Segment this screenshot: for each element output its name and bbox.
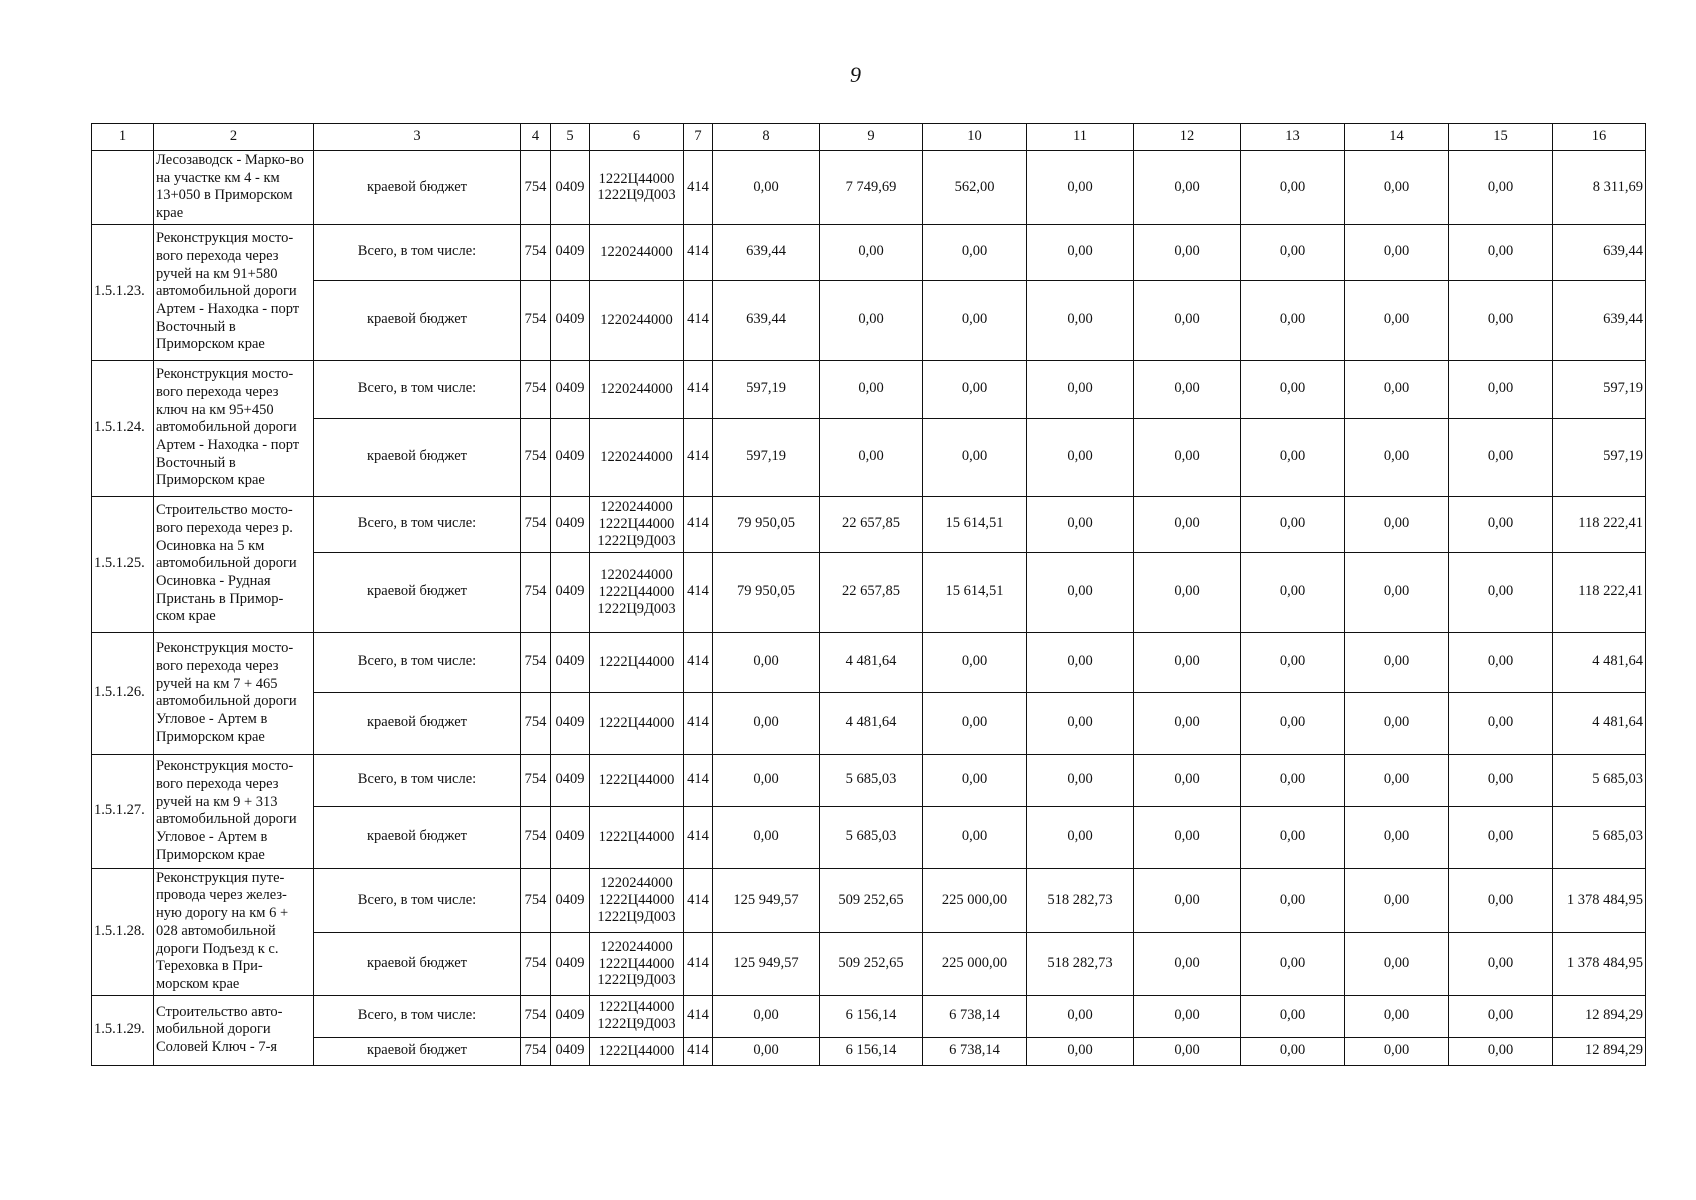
amount-cell: 0,00 bbox=[1134, 151, 1241, 225]
table-body bbox=[92, 124, 1646, 1066]
amount-cell: 0,00 bbox=[1345, 496, 1449, 552]
amount-cell: 0,00 bbox=[1241, 868, 1345, 932]
table-row bbox=[92, 806, 1646, 868]
amount-cell: 0,00 bbox=[1134, 496, 1241, 552]
column-header: 6 bbox=[590, 124, 684, 151]
amount-cell: 5 685,03 bbox=[1553, 754, 1646, 806]
table-row bbox=[92, 632, 1646, 692]
target-article-code: 1220244000 bbox=[600, 499, 673, 516]
amount-cell: 1 378 484,95 bbox=[1553, 868, 1646, 932]
amount-cell: 0,00 bbox=[1027, 151, 1134, 225]
target-article-code: 1222Ц44000 bbox=[598, 515, 675, 532]
column-7-value: 414 bbox=[684, 1037, 713, 1065]
target-article-code: 1220244000 bbox=[600, 448, 673, 465]
column-7-value: 414 bbox=[684, 868, 713, 932]
amount-cell: 0,00 bbox=[1345, 933, 1449, 995]
amount-cell: 0,00 bbox=[1449, 224, 1553, 280]
amount-cell: 0,00 bbox=[1449, 360, 1553, 418]
funding-source: Всего, в том числе: bbox=[314, 754, 521, 806]
column-header: 13 bbox=[1241, 124, 1345, 151]
item-name: Строительство авто-мобильной дороги Соловей Ключ - 7-я bbox=[154, 995, 314, 1065]
amount-cell: 0,00 bbox=[1449, 151, 1553, 225]
funding-source: Всего, в том числе: bbox=[314, 632, 521, 692]
table-row bbox=[92, 280, 1646, 360]
amount-cell: 6 156,14 bbox=[820, 1037, 923, 1065]
column-5-value: 0409 bbox=[551, 995, 590, 1037]
column-4-value: 754 bbox=[521, 280, 551, 360]
column-7-value: 414 bbox=[684, 496, 713, 552]
column-7-value: 414 bbox=[684, 933, 713, 995]
column-header: 11 bbox=[1027, 124, 1134, 151]
amount-cell: 5 685,03 bbox=[820, 754, 923, 806]
target-article-code: 1222Ц44000 bbox=[598, 892, 675, 909]
column-5-value: 0409 bbox=[551, 806, 590, 868]
amount-cell: 639,44 bbox=[1553, 280, 1646, 360]
amount-cell: 0,00 bbox=[1345, 552, 1449, 632]
column-5-value: 0409 bbox=[551, 360, 590, 418]
funding-source: краевой бюджет bbox=[314, 418, 521, 496]
column-4-value: 754 bbox=[521, 933, 551, 995]
amount-cell: 0,00 bbox=[923, 692, 1027, 754]
amount-cell: 1 378 484,95 bbox=[1553, 933, 1646, 995]
target-article-code: 1222Ц44000 bbox=[598, 771, 675, 788]
amount-cell: 0,00 bbox=[1134, 280, 1241, 360]
column-header: 7 bbox=[684, 124, 713, 151]
column-4-value: 754 bbox=[521, 418, 551, 496]
amount-cell: 0,00 bbox=[1345, 1037, 1449, 1065]
amount-cell: 0,00 bbox=[1134, 995, 1241, 1037]
column-7-value: 414 bbox=[684, 280, 713, 360]
item-name: Реконструкция мосто-вого перехода через ручей на км 9 + 313 автомобильной дороги Угловое - Артем в Приморском крае bbox=[154, 754, 314, 868]
amount-cell: 639,44 bbox=[713, 280, 820, 360]
column-5-value: 0409 bbox=[551, 418, 590, 496]
funding-source: Всего, в том числе: bbox=[314, 868, 521, 932]
funding-source: краевой бюджет bbox=[314, 933, 521, 995]
amount-cell: 0,00 bbox=[1345, 280, 1449, 360]
table-row bbox=[92, 933, 1646, 995]
column-7-value: 414 bbox=[684, 692, 713, 754]
column-7-value: 414 bbox=[684, 224, 713, 280]
amount-cell: 0,00 bbox=[1449, 1037, 1553, 1065]
target-article-code: 1222Ц44000 bbox=[598, 999, 675, 1016]
item-index: 1.5.1.24. bbox=[92, 360, 154, 496]
column-4-value: 754 bbox=[521, 496, 551, 552]
target-article-code: 1222Ц9Д003 bbox=[597, 1016, 676, 1033]
column-header: 9 bbox=[820, 124, 923, 151]
column-5-value: 0409 bbox=[551, 632, 590, 692]
column-5-value: 0409 bbox=[551, 496, 590, 552]
target-article-code: 1222Ц44000 bbox=[598, 583, 675, 600]
table-row bbox=[92, 552, 1646, 632]
amount-cell: 0,00 bbox=[923, 418, 1027, 496]
column-header: 3 bbox=[314, 124, 521, 151]
amount-cell: 0,00 bbox=[1134, 418, 1241, 496]
amount-cell: 597,19 bbox=[1553, 418, 1646, 496]
amount-cell: 0,00 bbox=[1134, 360, 1241, 418]
amount-cell: 0,00 bbox=[1449, 933, 1553, 995]
column-5-value: 0409 bbox=[551, 933, 590, 995]
amount-cell: 0,00 bbox=[713, 692, 820, 754]
target-article-code: 1222Ц44000 bbox=[598, 653, 675, 670]
column-4-value: 754 bbox=[521, 632, 551, 692]
target-article-code: 1222Ц44000 bbox=[598, 714, 675, 731]
amount-cell: 0,00 bbox=[1134, 692, 1241, 754]
item-index: 1.5.1.23. bbox=[92, 224, 154, 360]
column-header: 14 bbox=[1345, 124, 1449, 151]
amount-cell: 79 950,05 bbox=[713, 552, 820, 632]
table-row bbox=[92, 224, 1646, 280]
amount-cell: 0,00 bbox=[1027, 632, 1134, 692]
item-name: Реконструкция мосто-вого перехода через ключ на км 95+450 автомобильной дороги Артем - Находка - порт Восточный в Приморском крае bbox=[154, 360, 314, 496]
amount-cell: 639,44 bbox=[713, 224, 820, 280]
column-4-value: 754 bbox=[521, 1037, 551, 1065]
target-article-code: 1220244000 bbox=[600, 380, 673, 397]
column-7-value: 414 bbox=[684, 754, 713, 806]
amount-cell: 518 282,73 bbox=[1027, 868, 1134, 932]
amount-cell: 0,00 bbox=[1134, 552, 1241, 632]
target-article-code: 1222Ц9Д003 bbox=[597, 600, 676, 617]
amount-cell: 0,00 bbox=[820, 360, 923, 418]
amount-cell: 0,00 bbox=[1027, 418, 1134, 496]
amount-cell: 22 657,85 bbox=[820, 496, 923, 552]
amount-cell: 0,00 bbox=[1027, 360, 1134, 418]
amount-cell: 125 949,57 bbox=[713, 933, 820, 995]
amount-cell: 0,00 bbox=[1449, 692, 1553, 754]
target-article-codes bbox=[590, 552, 684, 632]
target-article-codes bbox=[590, 418, 684, 496]
amount-cell: 0,00 bbox=[1241, 995, 1345, 1037]
amount-cell: 225 000,00 bbox=[923, 868, 1027, 932]
amount-cell: 0,00 bbox=[1027, 496, 1134, 552]
target-article-codes bbox=[590, 995, 684, 1037]
amount-cell: 0,00 bbox=[1134, 632, 1241, 692]
item-index: 1.5.1.26. bbox=[92, 632, 154, 754]
amount-cell: 0,00 bbox=[1241, 552, 1345, 632]
amount-cell: 6 156,14 bbox=[820, 995, 923, 1037]
target-article-codes bbox=[590, 151, 684, 225]
amount-cell: 597,19 bbox=[713, 360, 820, 418]
amount-cell: 0,00 bbox=[1449, 868, 1553, 932]
target-article-code: 1222Ц9Д003 bbox=[597, 972, 676, 989]
column-5-value: 0409 bbox=[551, 868, 590, 932]
funding-source: краевой бюджет bbox=[314, 806, 521, 868]
amount-cell: 0,00 bbox=[1027, 280, 1134, 360]
column-7-value: 414 bbox=[684, 151, 713, 225]
amount-cell: 0,00 bbox=[923, 360, 1027, 418]
amount-cell: 0,00 bbox=[923, 280, 1027, 360]
amount-cell: 597,19 bbox=[713, 418, 820, 496]
target-article-codes bbox=[590, 360, 684, 418]
amount-cell: 0,00 bbox=[1134, 933, 1241, 995]
column-header: 8 bbox=[713, 124, 820, 151]
amount-cell: 0,00 bbox=[713, 806, 820, 868]
column-header: 4 bbox=[521, 124, 551, 151]
item-index: 1.5.1.25. bbox=[92, 496, 154, 632]
column-7-value: 414 bbox=[684, 360, 713, 418]
amount-cell: 118 222,41 bbox=[1553, 496, 1646, 552]
amount-cell: 0,00 bbox=[1449, 632, 1553, 692]
amount-cell: 0,00 bbox=[1449, 280, 1553, 360]
budget-table bbox=[91, 123, 1646, 1066]
amount-cell: 0,00 bbox=[1134, 754, 1241, 806]
page-number: 9 bbox=[850, 62, 861, 87]
column-4-value: 754 bbox=[521, 692, 551, 754]
target-article-codes bbox=[590, 632, 684, 692]
amount-cell: 0,00 bbox=[1027, 224, 1134, 280]
target-article-code: 1222Ц44000 bbox=[598, 955, 675, 972]
column-header: 2 bbox=[154, 124, 314, 151]
amount-cell: 0,00 bbox=[1241, 224, 1345, 280]
amount-cell: 15 614,51 bbox=[923, 496, 1027, 552]
amount-cell: 12 894,29 bbox=[1553, 995, 1646, 1037]
column-header: 10 bbox=[923, 124, 1027, 151]
column-4-value: 754 bbox=[521, 360, 551, 418]
item-name: Строительство мосто-вого перехода через р. Осиновка на 5 км автомобильной дороги Осиновка - Рудная Пристань в Примор-ском крае bbox=[154, 496, 314, 632]
target-article-code: 1222Ц9Д003 bbox=[597, 187, 676, 204]
amount-cell: 8 311,69 bbox=[1553, 151, 1646, 225]
amount-cell: 0,00 bbox=[1027, 995, 1134, 1037]
amount-cell: 6 738,14 bbox=[923, 995, 1027, 1037]
amount-cell: 0,00 bbox=[1449, 496, 1553, 552]
amount-cell: 0,00 bbox=[923, 224, 1027, 280]
column-7-value: 414 bbox=[684, 418, 713, 496]
amount-cell: 0,00 bbox=[1345, 418, 1449, 496]
item-index: 1.5.1.29. bbox=[92, 995, 154, 1065]
amount-cell: 597,19 bbox=[1553, 360, 1646, 418]
amount-cell: 0,00 bbox=[1345, 692, 1449, 754]
amount-cell: 225 000,00 bbox=[923, 933, 1027, 995]
amount-cell: 5 685,03 bbox=[820, 806, 923, 868]
target-article-codes bbox=[590, 280, 684, 360]
amount-cell: 0,00 bbox=[1027, 806, 1134, 868]
amount-cell: 0,00 bbox=[1241, 280, 1345, 360]
funding-source: краевой бюджет bbox=[314, 280, 521, 360]
amount-cell: 0,00 bbox=[923, 806, 1027, 868]
target-article-code: 1220244000 bbox=[600, 311, 673, 328]
target-article-codes bbox=[590, 868, 684, 932]
target-article-code: 1220244000 bbox=[600, 938, 673, 955]
amount-cell: 0,00 bbox=[820, 224, 923, 280]
amount-cell: 0,00 bbox=[1345, 995, 1449, 1037]
amount-cell: 0,00 bbox=[1241, 933, 1345, 995]
target-article-codes bbox=[590, 1037, 684, 1065]
column-7-value: 414 bbox=[684, 632, 713, 692]
target-article-codes bbox=[590, 754, 684, 806]
amount-cell: 4 481,64 bbox=[1553, 632, 1646, 692]
header-row bbox=[92, 124, 1646, 151]
target-article-code: 1220244000 bbox=[600, 567, 673, 584]
amount-cell: 5 685,03 bbox=[1553, 806, 1646, 868]
funding-source: Всего, в том числе: bbox=[314, 360, 521, 418]
amount-cell: 0,00 bbox=[1345, 754, 1449, 806]
column-4-value: 754 bbox=[521, 224, 551, 280]
column-4-value: 754 bbox=[521, 552, 551, 632]
amount-cell: 0,00 bbox=[1241, 692, 1345, 754]
amount-cell: 0,00 bbox=[1241, 360, 1345, 418]
target-article-codes bbox=[590, 496, 684, 552]
amount-cell: 125 949,57 bbox=[713, 868, 820, 932]
funding-source: краевой бюджет bbox=[314, 1037, 521, 1065]
target-article-codes bbox=[590, 224, 684, 280]
amount-cell: 0,00 bbox=[713, 995, 820, 1037]
item-index: 1.5.1.27. bbox=[92, 754, 154, 868]
amount-cell: 0,00 bbox=[1449, 806, 1553, 868]
amount-cell: 0,00 bbox=[1241, 418, 1345, 496]
item-name: Реконструкция путе-провода через желез-ную дорогу на км 6 + 028 автомобильной дороги Подъезд к с. Тереховка в При-морском крае bbox=[154, 868, 314, 995]
column-4-value: 754 bbox=[521, 806, 551, 868]
amount-cell: 6 738,14 bbox=[923, 1037, 1027, 1065]
amount-cell: 0,00 bbox=[1027, 754, 1134, 806]
column-4-value: 754 bbox=[521, 995, 551, 1037]
amount-cell: 0,00 bbox=[1449, 418, 1553, 496]
item-index: 1.5.1.28. bbox=[92, 868, 154, 995]
funding-source: Всего, в том числе: bbox=[314, 224, 521, 280]
target-article-code: 1222Ц44000 bbox=[598, 170, 675, 187]
amount-cell: 0,00 bbox=[713, 632, 820, 692]
amount-cell: 118 222,41 bbox=[1553, 552, 1646, 632]
amount-cell: 0,00 bbox=[1345, 360, 1449, 418]
amount-cell: 79 950,05 bbox=[713, 496, 820, 552]
amount-cell: 0,00 bbox=[1241, 496, 1345, 552]
amount-cell: 0,00 bbox=[1241, 632, 1345, 692]
table-row bbox=[92, 418, 1646, 496]
column-7-value: 414 bbox=[684, 995, 713, 1037]
amount-cell: 0,00 bbox=[713, 151, 820, 225]
amount-cell: 0,00 bbox=[1027, 692, 1134, 754]
amount-cell: 0,00 bbox=[923, 632, 1027, 692]
amount-cell: 22 657,85 bbox=[820, 552, 923, 632]
amount-cell: 0,00 bbox=[1241, 1037, 1345, 1065]
table-row bbox=[92, 151, 1646, 225]
amount-cell: 15 614,51 bbox=[923, 552, 1027, 632]
target-article-code: 1222Ц9Д003 bbox=[597, 532, 676, 549]
column-header: 16 bbox=[1553, 124, 1646, 151]
amount-cell: 0,00 bbox=[1134, 224, 1241, 280]
table-row bbox=[92, 496, 1646, 552]
amount-cell: 0,00 bbox=[1134, 1037, 1241, 1065]
funding-source: краевой бюджет bbox=[314, 552, 521, 632]
table-row bbox=[92, 692, 1646, 754]
amount-cell: 7 749,69 bbox=[820, 151, 923, 225]
funding-source: краевой бюджет bbox=[314, 692, 521, 754]
item-index bbox=[92, 151, 154, 225]
column-header: 15 bbox=[1449, 124, 1553, 151]
table-row bbox=[92, 868, 1646, 932]
amount-cell: 0,00 bbox=[1449, 995, 1553, 1037]
amount-cell: 0,00 bbox=[1345, 151, 1449, 225]
amount-cell: 0,00 bbox=[1345, 868, 1449, 932]
target-article-code: 1220244000 bbox=[600, 875, 673, 892]
amount-cell: 0,00 bbox=[1345, 632, 1449, 692]
target-article-code: 1222Ц44000 bbox=[598, 1042, 675, 1059]
amount-cell: 509 252,65 bbox=[820, 868, 923, 932]
amount-cell: 0,00 bbox=[1134, 868, 1241, 932]
column-5-value: 0409 bbox=[551, 1037, 590, 1065]
target-article-code: 1222Ц44000 bbox=[598, 828, 675, 845]
amount-cell: 562,00 bbox=[923, 151, 1027, 225]
amount-cell: 0,00 bbox=[1134, 806, 1241, 868]
table-row bbox=[92, 754, 1646, 806]
amount-cell: 0,00 bbox=[1345, 224, 1449, 280]
item-name: Реконструкция мосто-вого перехода через ручей на км 7 + 465 автомобильной дороги Угловое - Артем в Приморском крае bbox=[154, 632, 314, 754]
table-row bbox=[92, 360, 1646, 418]
amount-cell: 0,00 bbox=[820, 280, 923, 360]
amount-cell: 0,00 bbox=[713, 754, 820, 806]
amount-cell: 518 282,73 bbox=[1027, 933, 1134, 995]
target-article-codes bbox=[590, 933, 684, 995]
amount-cell: 0,00 bbox=[820, 418, 923, 496]
amount-cell: 0,00 bbox=[923, 754, 1027, 806]
column-header: 1 bbox=[92, 124, 154, 151]
amount-cell: 0,00 bbox=[1027, 552, 1134, 632]
target-article-code: 1220244000 bbox=[600, 243, 673, 260]
table-row bbox=[92, 1037, 1646, 1065]
amount-cell: 639,44 bbox=[1553, 224, 1646, 280]
amount-cell: 12 894,29 bbox=[1553, 1037, 1646, 1065]
column-7-value: 414 bbox=[684, 806, 713, 868]
amount-cell: 0,00 bbox=[1449, 552, 1553, 632]
amount-cell: 4 481,64 bbox=[820, 692, 923, 754]
column-5-value: 0409 bbox=[551, 224, 590, 280]
column-4-value: 754 bbox=[521, 151, 551, 225]
column-header: 5 bbox=[551, 124, 590, 151]
target-article-codes bbox=[590, 692, 684, 754]
amount-cell: 0,00 bbox=[1449, 754, 1553, 806]
funding-source: краевой бюджет bbox=[314, 151, 521, 225]
target-article-codes bbox=[590, 806, 684, 868]
column-5-value: 0409 bbox=[551, 151, 590, 225]
amount-cell: 0,00 bbox=[1241, 151, 1345, 225]
column-5-value: 0409 bbox=[551, 280, 590, 360]
item-name: Лесозаводск - Марко-во на участке км 4 - км 13+050 в Приморском крае bbox=[154, 151, 314, 225]
column-7-value: 414 bbox=[684, 552, 713, 632]
column-5-value: 0409 bbox=[551, 754, 590, 806]
amount-cell: 4 481,64 bbox=[1553, 692, 1646, 754]
amount-cell: 0,00 bbox=[1241, 754, 1345, 806]
column-5-value: 0409 bbox=[551, 552, 590, 632]
column-header: 12 bbox=[1134, 124, 1241, 151]
column-4-value: 754 bbox=[521, 754, 551, 806]
amount-cell: 0,00 bbox=[1027, 1037, 1134, 1065]
item-name: Реконструкция мосто-вого перехода через ручей на км 91+580 автомобильной дороги Артем - Находка - порт Восточный в Приморском крае bbox=[154, 224, 314, 360]
amount-cell: 0,00 bbox=[713, 1037, 820, 1065]
table-row bbox=[92, 995, 1646, 1037]
target-article-code: 1222Ц9Д003 bbox=[597, 908, 676, 925]
amount-cell: 4 481,64 bbox=[820, 632, 923, 692]
amount-cell: 509 252,65 bbox=[820, 933, 923, 995]
funding-source: Всего, в том числе: bbox=[314, 995, 521, 1037]
amount-cell: 0,00 bbox=[1241, 806, 1345, 868]
amount-cell: 0,00 bbox=[1345, 806, 1449, 868]
funding-source: Всего, в том числе: bbox=[314, 496, 521, 552]
column-5-value: 0409 bbox=[551, 692, 590, 754]
column-4-value: 754 bbox=[521, 868, 551, 932]
